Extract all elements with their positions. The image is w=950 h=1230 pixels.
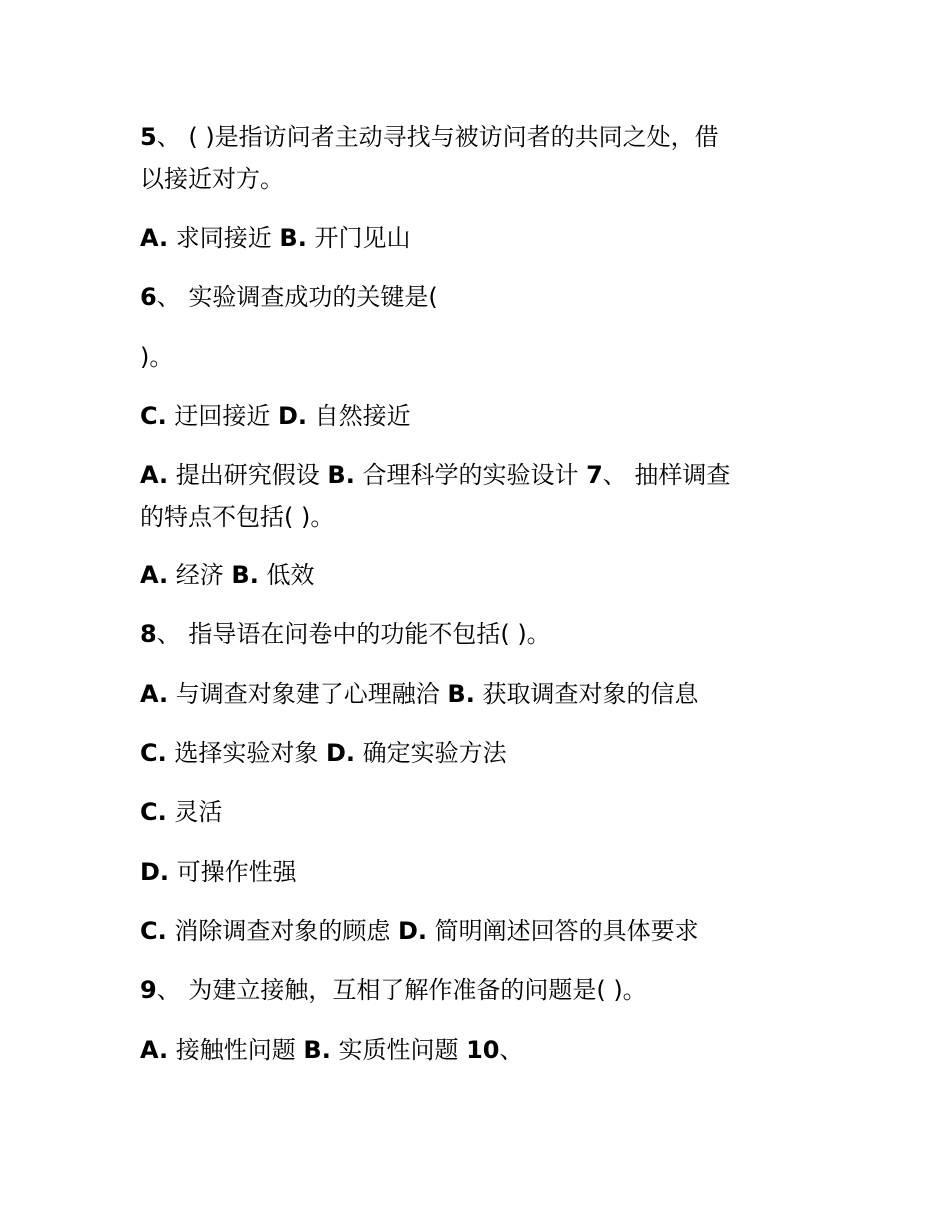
options-line [140, 555, 820, 595]
options-line [140, 218, 820, 258]
option-text: 合理科学的实验设计 [354, 461, 587, 489]
question-8 [140, 614, 820, 654]
option-text: 选择实验对象 [166, 739, 326, 767]
option-letter: A. [140, 561, 169, 589]
question-text: 、 指导语在问卷中的功能不包括( )。 [156, 620, 551, 648]
options-line [140, 792, 820, 832]
option-text: 提出研究假设 [168, 461, 328, 489]
question-5-continued [140, 159, 820, 199]
option-letter: C. [140, 402, 167, 430]
options-line [140, 455, 820, 495]
option-text: 简明阐述回答的具体要求 [427, 917, 699, 945]
option-text: 迂回接近 [166, 402, 278, 430]
option-letter: D. [326, 739, 356, 767]
option-text: 开门见山 [306, 224, 411, 252]
options-line [140, 396, 820, 436]
option-letter: D. [140, 858, 170, 886]
option-letter: B. [279, 224, 307, 252]
option-letter: B. [327, 461, 355, 489]
question-number: 9 [140, 976, 157, 1004]
option-text: 接触性问题 [168, 1036, 304, 1064]
option-letter: A. [140, 1036, 169, 1064]
option-letter: C. [140, 917, 167, 945]
question-text: 、 抽样调查 [602, 461, 731, 489]
option-letter: C. [140, 798, 167, 826]
question-text: 以接近对方。 [140, 165, 284, 193]
question-text: 、 为建立接触，互相了解作准备的问题是( )。 [156, 976, 647, 1004]
option-letter: D. [398, 917, 428, 945]
option-letter: D. [278, 402, 308, 430]
option-text: 消除调查对象的顾虑 [166, 917, 398, 945]
question-5 [140, 117, 820, 157]
option-letter: A. [140, 224, 169, 252]
option-letter: C. [140, 739, 167, 767]
option-letter: B. [447, 680, 475, 708]
question-text: 的特点不包括( )。 [140, 503, 335, 531]
options-line [140, 733, 820, 773]
question-text: )。 [140, 343, 174, 371]
option-text: 确定实验方法 [355, 739, 507, 767]
question-number: 7 [586, 461, 603, 489]
question-6 [140, 277, 820, 317]
option-text: 求同接近 [168, 224, 280, 252]
option-letter: A. [140, 461, 169, 489]
question-text: 、 ( )是指访问者主动寻找与被访问者的共同之处，借 [156, 123, 719, 151]
question-text: 、 实验调查成功的关键是( [156, 283, 438, 311]
question-text: 、 [499, 1036, 524, 1064]
question-number: 6 [140, 283, 157, 311]
option-text: 低效 [258, 561, 315, 589]
option-text: 与调查对象建了心理融洽 [168, 680, 448, 708]
options-line [140, 1030, 820, 1070]
option-text: 自然接近 [307, 402, 411, 430]
option-text: 经济 [168, 561, 232, 589]
option-text: 灵活 [166, 798, 223, 826]
question-number: 8 [140, 620, 157, 648]
option-text: 实质性问题 [330, 1036, 467, 1064]
question-6-continued [140, 337, 820, 377]
option-text: 获取调查对象的信息 [474, 680, 699, 708]
options-line [140, 911, 820, 951]
options-line [140, 674, 820, 714]
question-9 [140, 970, 820, 1010]
question-number: 10 [466, 1036, 500, 1064]
option-letter: B. [231, 561, 259, 589]
option-letter: A. [140, 680, 169, 708]
options-line [140, 852, 820, 892]
question-number: 5 [140, 123, 157, 151]
option-letter: B. [303, 1036, 331, 1064]
option-text: 可操作性强 [169, 858, 297, 886]
question-7-continued [140, 497, 820, 537]
